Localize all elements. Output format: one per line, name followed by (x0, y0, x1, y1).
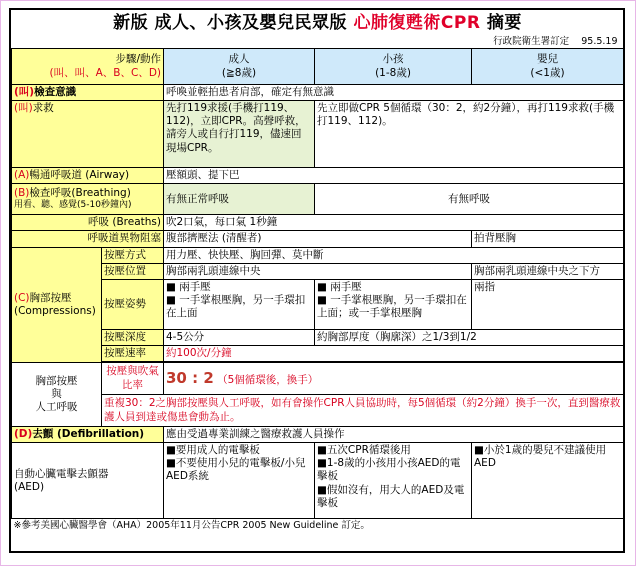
footer-note: ※參考美國心臟醫學會（AHA）2005年11月公告CPR 2005 New Guideline 訂定。 (12, 519, 624, 533)
title-area (12, 10, 624, 49)
repeat-note: 重複30：2之胸部按壓與人工呼吸，如有會操作CPR人員協助時，每5個循環（約2分鐘）換手一次，直到醫療救護人員到達或傷患會動為止。 (102, 395, 624, 427)
call-label: (叫)求救 (12, 101, 164, 168)
position-adult: 胸部兩乳頭連線中央 (164, 263, 472, 279)
defib-all: 應由受過專業訓練之醫療救護人員操作 (164, 427, 624, 443)
position-label: 按壓位置 (102, 263, 164, 279)
aed-child: ■五次CPR循環後用 ■1-8歲的小孩用小孩AED的電擊板 ■假如沒有，用大人的AED及電擊板 (315, 443, 472, 519)
posture-child: ■ 兩手壓 ■ 一手掌根壓胸，另一手環扣在上面；或一手掌根壓胸 (315, 279, 472, 329)
obstruction-adult: 腹部擠壓法 (清醒者) (164, 231, 472, 247)
cpr-summary-sheet (9, 8, 625, 553)
header-adult: 成人 (≧8歲) (164, 49, 315, 85)
method-all: 用力壓、快快壓、胸回彈、莫中斷 (164, 247, 624, 263)
depth-adult: 4-5公分 (164, 329, 315, 345)
position-infant: 胸部兩乳頭連線中央之下方 (472, 263, 624, 279)
defib-label: (D)去顫 (Defibrillation) (12, 427, 164, 443)
cpr-summary-table (11, 10, 624, 533)
ratio-group-label: 胸部按壓 與 人工呼吸 (12, 363, 102, 427)
depth-child: 約胸部厚度（胸廓深）之1/3到1/2 (315, 329, 624, 345)
posture-infant: 兩指 (472, 279, 624, 329)
call-adult: 先打119求援(手機打119、112)，立即CPR。高聲呼救，請旁人或自行打119，儘速回現場CPR。 (164, 101, 315, 168)
compressions-label: (C)胸部按壓 (Compressions) (12, 247, 102, 363)
page-title: 新版 成人、小孩及嬰兒民眾版 心肺復甦術CPR 摘要 (113, 13, 522, 33)
breaths-label: 呼吸 (Breaths) (12, 215, 164, 231)
header-infant: 嬰兒 (<1歲) (472, 49, 624, 85)
posture-label: 按壓姿勢 (102, 279, 164, 329)
ratio-value: 30 : 2 (166, 369, 214, 388)
obstruction-infant: 拍背壓胸 (472, 231, 624, 247)
call-child: 先立即做CPR 5個循環（30：2，約2分鐘），再打119求救(手機打119、112)。 (315, 101, 624, 168)
depth-label: 按壓深度 (102, 329, 164, 345)
ratio-value-cell (164, 363, 624, 395)
rate-all: 約100次/分鐘 (164, 345, 624, 361)
method-label: 按壓方式 (102, 247, 164, 263)
breath-check-adult: 有無正常呼吸 (164, 184, 315, 215)
ratio-note: （5個循環後，換手） (217, 374, 319, 387)
breath-check-label: (B)檢查呼吸(Breathing) 用看、聽、感覺(5-10秒鐘內) (12, 184, 164, 215)
aed-adult: ■要用成人的電擊板 ■不要使用小兒的電擊板/小兒AED系統 (164, 443, 315, 519)
header-child: 小孩 (1-8歲) (315, 49, 472, 85)
obstruction-label: 呼吸道異物阻塞 (12, 231, 164, 247)
issuer-line: 行政院衛生署訂定 95.5.19 (493, 36, 618, 47)
airway-all: 壓額頭、提下巴 (164, 168, 624, 184)
header-steps: 步驟/動作 (叫、叫、A、B、C、D) (12, 49, 164, 85)
posture-adult: ■ 兩手壓 ■ 一手掌根壓胸，另一手環扣在上面 (164, 279, 315, 329)
check-all: 呼喚並輕拍患者肩部，確定有無意識 (164, 85, 624, 101)
check-label: (叫)檢查意識 (12, 85, 164, 101)
aed-label: 自動心臟電擊去顫器 (AED) (12, 443, 164, 519)
ratio-label: 按壓與吹氣比率 (102, 363, 164, 395)
breath-check-child: 有無呼吸 (315, 184, 624, 215)
rate-label: 按壓速率 (102, 345, 164, 361)
breaths-all: 吹2口氣，每口氣 1秒鐘 (164, 215, 624, 231)
airway-label: (A)暢通呼吸道 (Airway) (12, 168, 164, 184)
aed-infant: ■小於1歲的嬰兒不建議使用AED (472, 443, 624, 519)
